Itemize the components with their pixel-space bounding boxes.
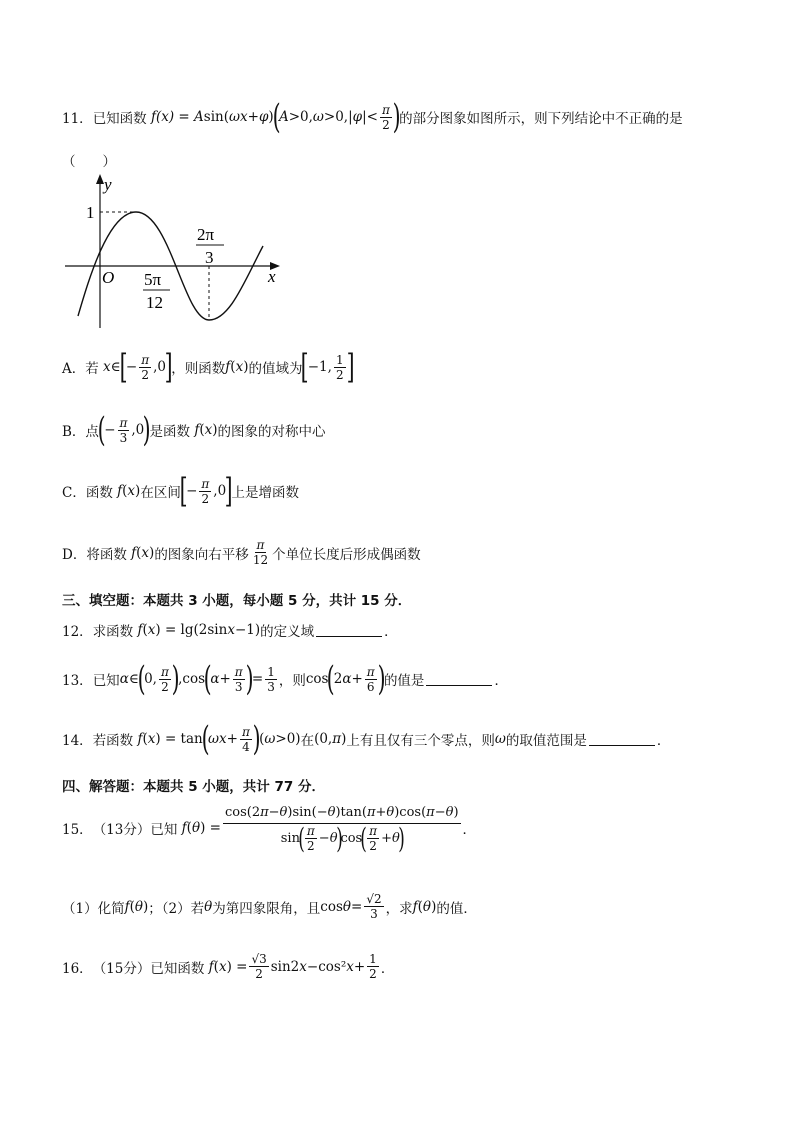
q11-graph xyxy=(60,170,290,330)
q15-sub: （1）化简 f ( θ ) ；（2）若 θ 为第四象限角，且 cos θ = $\frac{√2}{3}$ ，求 f ( θ ) 的值． xyxy=(62,892,477,921)
label-2pi-3-num: 2π xyxy=(197,225,215,244)
q11-number: 11． xyxy=(62,111,93,127)
q11-option-b: B．点 ( − $\frac{\pi}{3}$ ,0 ) 是函数 f ( x ) 的图象的对称中心 xyxy=(62,410,326,450)
q14: 14． 若函数 f ( x ) = tan ( ωx + $\frac{\pi}{4}$ ) ( ω >0) 在 (0, π ) 上有且仅有三个零点，则 ω 的取值范围是 ． xyxy=(62,719,671,759)
label-5pi-12-num: 5π xyxy=(144,270,162,289)
y-axis-label: y xyxy=(104,175,112,194)
label-5pi-12-den: 12 xyxy=(146,293,163,312)
q16: 16． （15分） 已知函数 f ( x ) = $\frac{√3}{2}$ sin2 x −cos² x + $\frac{1}{2}$ ． xyxy=(62,952,395,981)
q11-option-c: C．函数 f ( x ) 在区间 [ − $\frac{\pi}{2}$ ,0 ] 上是增函数 xyxy=(62,471,299,511)
q11-lead: 已知函数 xyxy=(92,111,147,127)
q15: 15． （13分） 已知 f ( θ ) = cos(2π−θ)sin(−θ)tan(π+θ)cos(π−θ) sin ( $\frac{\pi}{2}$ − θ ) cos ( $\frac{\pi}{2}$ + θ ) ． xyxy=(62,805,477,855)
label-2pi-3-den: 3 xyxy=(205,248,214,267)
q12: 12． 求函数 f ( x ) = lg(2sin x −1) 的定义域 ． xyxy=(62,622,398,640)
q13: 13． 已知 α ∈ ( 0, $\frac{\pi}{2}$ ) ,cos ( α + $\frac{\pi}{3}$ ) = $\frac{1}{3}$ ，则 cos ( 2 α + $\frac{\pi}{6}$ ) 的值是 ． xyxy=(62,659,508,699)
q11-tail: 的部分图象如图所示，则下列结论中不正确的是 xyxy=(399,111,683,127)
q11-stem: 11． 已知函数 f(x) = A sin( ωx + φ ) ( A >0, ω >0,| φ |< $\frac{\pi}{2}$ ) 的部分图象如图所示，则下列结论中不正确的是 xyxy=(62,97,683,137)
x-axis-label: x xyxy=(268,267,276,286)
q13-answer-blank[interactable] xyxy=(426,672,492,686)
q12-answer-blank[interactable] xyxy=(316,623,382,637)
q11-option-a: A．若 x ∈ [ − $\frac{\pi}{2}$ ,0 ] ，则函数 f ( x ) 的值域为 [ −1, $\frac{1}{2}$ ] xyxy=(62,347,355,387)
section-4-heading: 四、解答题：本题共 5 小题，共计 77 分． xyxy=(62,779,325,795)
section-3-heading: 三、填空题：本题共 3 小题，每小题 5 分，共计 15 分． xyxy=(62,593,412,609)
q11-option-d: D．将函数 f ( x ) 的图象向右平移 $\frac{\pi}{12}$ 个单位长度后形成偶函数 xyxy=(62,538,421,567)
y-tick-label: 1 xyxy=(86,203,95,222)
q11-paren: （ ） xyxy=(62,154,116,170)
origin-label: O xyxy=(102,268,115,287)
q11-formula: f(x) = A xyxy=(146,109,204,125)
y-axis-arrow xyxy=(96,174,104,184)
q14-answer-blank[interactable] xyxy=(589,732,655,746)
